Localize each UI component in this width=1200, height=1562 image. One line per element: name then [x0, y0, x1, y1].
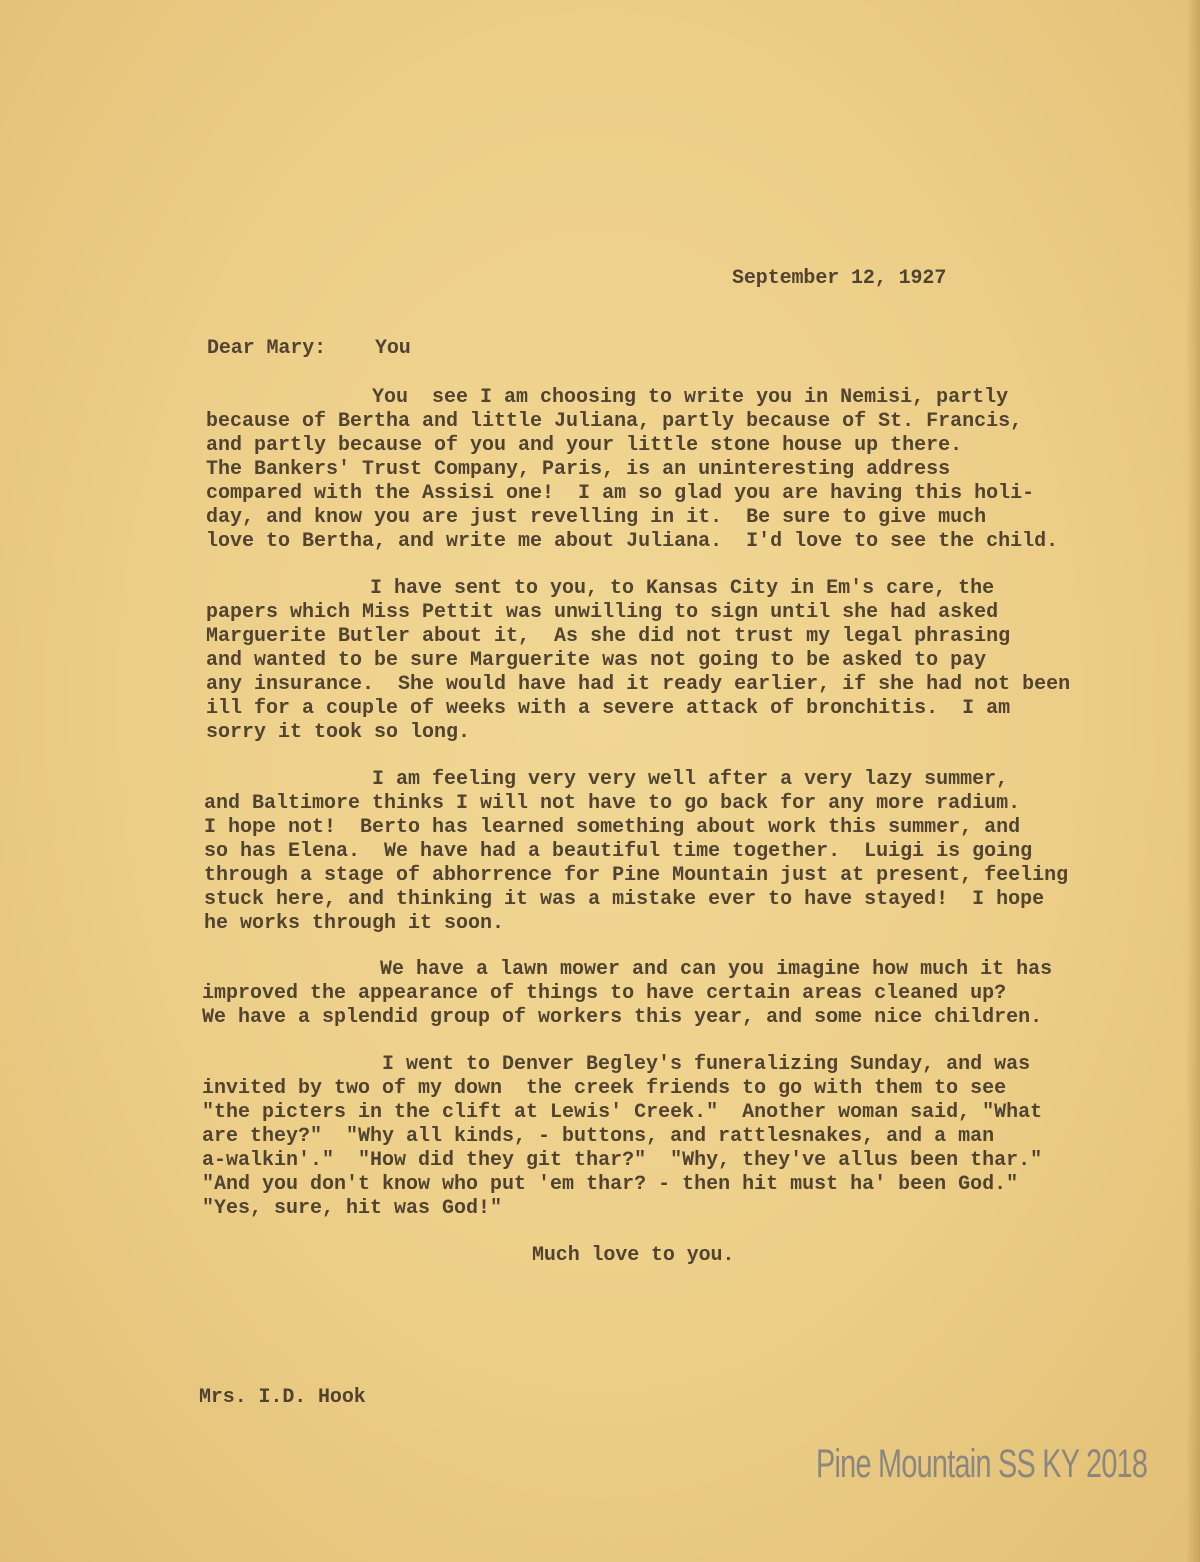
- line: and Baltimore thinks I will not have to go back for any more radium.: [204, 792, 1021, 815]
- paragraph-1: [206, 386, 1058, 554]
- line: a-walkin'." "How did they git thar?" "Why, they've allus been thar.": [202, 1149, 1043, 1172]
- line: I am feeling very very well after a very lazy summer,: [372, 768, 1009, 791]
- line: sorry it took so long.: [206, 721, 471, 744]
- line: compared with the Assisi one! I am so glad you are having this holi-: [206, 482, 1035, 505]
- line: We have a splendid group of workers this year, and some nice children.: [202, 1006, 1043, 1029]
- line: The Bankers' Trust Company, Paris, is an uninteresting address: [206, 458, 951, 481]
- salutation-extra: You: [375, 337, 411, 360]
- line: and wanted to be sure Marguerite was not going to be asked to pay: [206, 649, 987, 672]
- line: I have sent to you, to Kansas City in Em's care, the: [370, 577, 995, 600]
- line: We have a lawn mower and can you imagine how much it has: [380, 958, 1053, 981]
- line: I hope not! Berto has learned something about work this summer, and: [204, 816, 1021, 839]
- line: invited by two of my down the creek friends to go with them to see: [202, 1077, 1007, 1100]
- paragraph-2: [206, 577, 1070, 745]
- paper-edge-shadow: [1186, 0, 1200, 1562]
- line: day, and know you are just revelling in it. Be sure to give much: [206, 506, 987, 529]
- line: so has Elena. We have had a beautiful time together. Luigi is going: [204, 840, 1033, 863]
- line: because of Bertha and little Juliana, partly because of St. Francis,: [206, 410, 1023, 433]
- line: Marguerite Butler about it, As she did not trust my legal phrasing: [206, 625, 1011, 648]
- paragraph-3: [204, 768, 1068, 936]
- line: and partly because of you and your little stone house up there.: [206, 434, 963, 457]
- closing: Much love to you.: [532, 1244, 735, 1267]
- line: papers which Miss Pettit was unwilling to sign until she had asked: [206, 601, 999, 624]
- line: love to Bertha, and write me about Juliana. I'd love to see the child.: [206, 530, 1059, 553]
- recipient: Mrs. I.D. Hook: [199, 1386, 366, 1409]
- line: "Yes, sure, hit was God!": [202, 1197, 503, 1220]
- line: any insurance. She would have had it ready earlier, if she had not been: [206, 673, 1071, 696]
- line: "And you don't know who put 'em thar? - then hit must ha' been God.": [202, 1173, 1019, 1196]
- salutation: Dear Mary:: [207, 337, 327, 360]
- line: improved the appearance of things to have certain areas cleaned up?: [202, 982, 1007, 1005]
- line: are they?" "Why all kinds, - buttons, and rattlesnakes, and a man: [202, 1125, 995, 1148]
- watermark: Pine Mountain SS KY 2018: [816, 1442, 1148, 1486]
- line: stuck here, and thinking it was a mistake ever to have stayed! I hope: [204, 888, 1045, 911]
- line: I went to Denver Begley's funeralizing Sunday, and was: [382, 1053, 1031, 1076]
- line: he works through it soon.: [204, 912, 505, 935]
- line: through a stage of abhorrence for Pine Mountain just at present, feeling: [204, 864, 1069, 887]
- line: You see I am choosing to write you in Nemisi, partly: [372, 386, 1009, 409]
- paragraph-5: [202, 1053, 1042, 1221]
- line: ill for a couple of weeks with a severe attack of bronchitis. I am: [206, 697, 1011, 720]
- line: "the picters in the clift at Lewis' Creek." Another woman said, "What: [202, 1101, 1043, 1124]
- letter-date: September 12, 1927: [732, 267, 947, 290]
- paragraph-4: [202, 958, 1052, 1030]
